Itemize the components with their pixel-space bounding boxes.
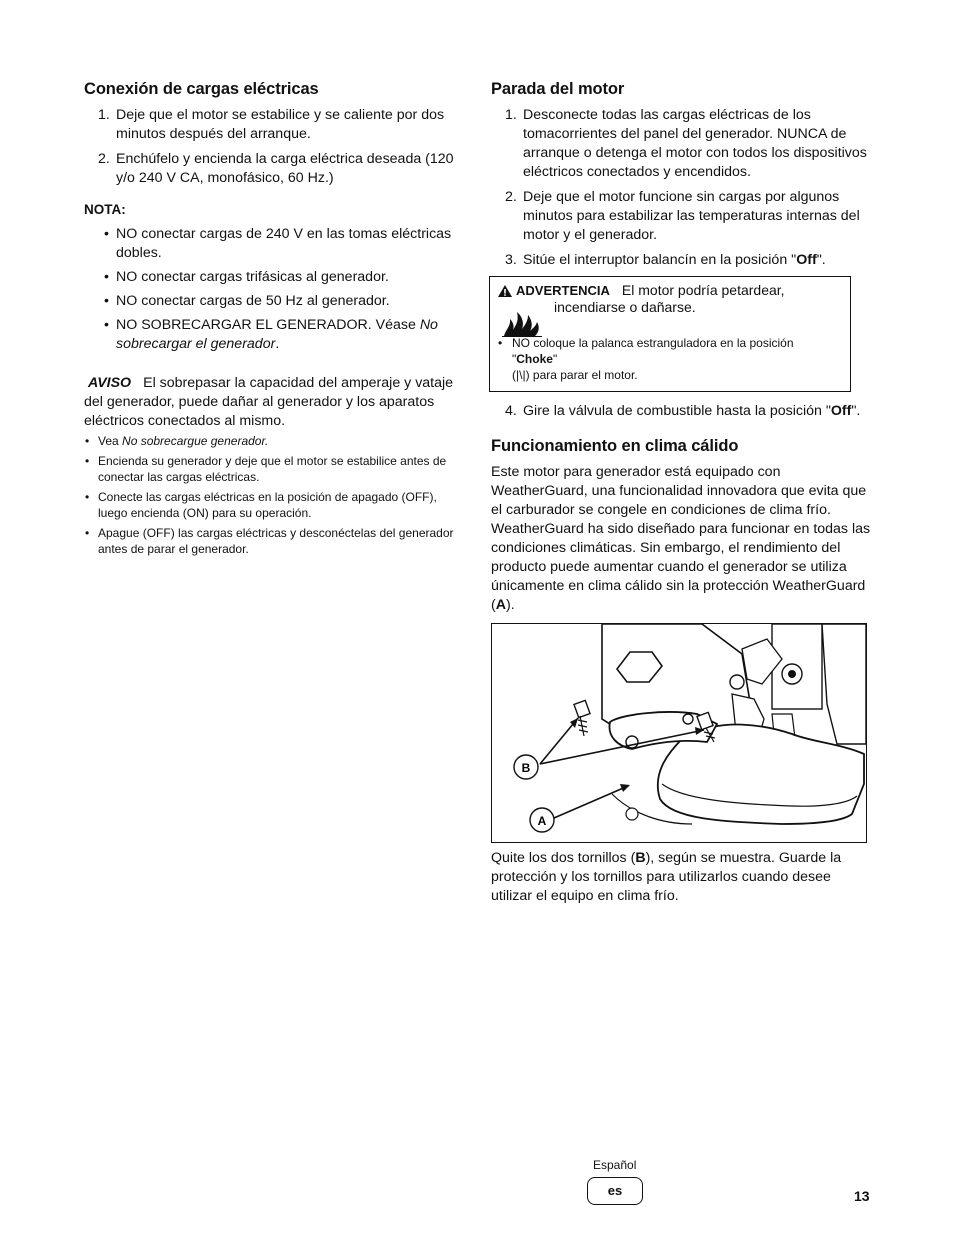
- shutdown-steps: [491, 106, 871, 270]
- heading-conexion: Conexión de cargas eléctricas: [84, 80, 319, 98]
- warning-label: ADVERTENCIA: [516, 283, 610, 298]
- warning-box: [489, 276, 851, 392]
- nota-item: • NO SOBRECARGAR EL GENERADOR. Véase No sobrecargar el generador.: [84, 316, 459, 354]
- aviso-item: • Encienda su generador y deje que el motor se estabilice antes de conectar las cargas eléctricas.: [84, 453, 459, 485]
- warning-triangle-icon: [498, 285, 512, 297]
- step-item: 3. Sitúe el interruptor balancín en la posición "Off".: [505, 252, 826, 268]
- aviso-item: • Vea No sobrecargue generador.: [84, 433, 459, 449]
- aviso-item: • Conecte las cargas eléctricas en la posición de apagado (OFF), luego encienda (ON) para su operación.: [84, 489, 459, 521]
- nota-item: • NO conectar cargas de 50 Hz al generador.: [84, 292, 459, 311]
- aviso-notice: [84, 374, 459, 431]
- callout-label-a: A: [537, 814, 547, 828]
- nota-list: [84, 225, 459, 354]
- heading-parada: Parada del motor: [491, 80, 625, 98]
- nota-item: • NO conectar cargas trifásicas al generador.: [84, 268, 459, 287]
- aviso-label: AVISO: [88, 375, 132, 391]
- step-item: 2. Deje que el motor funcione sin cargas por algunos minutos para estabilizar las temperaturas internas del motor y el generador.: [505, 189, 860, 243]
- step-item: 2. Enchúfelo y encienda la carga eléctrica deseada (120 y/o 240 V CA, monofásico, 60 Hz.): [98, 151, 454, 186]
- left-column: [84, 78, 459, 561]
- screw-b-1: [574, 700, 590, 736]
- footer-language: Español: [593, 1158, 637, 1172]
- engine-illustration: [492, 624, 866, 842]
- right-column: [491, 78, 871, 906]
- language-badge: es: [587, 1177, 643, 1205]
- heading-clima-calido: Funcionamiento en clima cálido: [491, 437, 739, 455]
- choke-symbol: (|\|): [512, 368, 530, 382]
- callout-label-b: B: [521, 761, 531, 775]
- aviso-list: [84, 433, 459, 557]
- step-item: 1. Deje que el motor se estabilice y se caliente por dos minutos después del arranque.: [98, 107, 445, 142]
- fire-icon: [502, 307, 544, 337]
- nota-item: • NO conectar cargas de 240 V en las tomas eléctricas dobles.: [84, 225, 459, 263]
- nota-label: NOTA:: [84, 202, 126, 217]
- weatherguard-paragraph: Este motor para generador está equipado con WeatherGuard, una funcionalidad innovadora que evita que el carburador se congele en condiciones de clima frío. WeatherGuard ha sido diseñado para funcionar en todas las condiciones climáticas. Sin embargo, el rendimiento del producto puede aumentar cuando el generador se utiliza únicamente en clima cálido sin la protección WeatherGuard (A).: [491, 464, 871, 613]
- shutdown-steps-cont: [491, 402, 871, 421]
- connection-steps: [84, 106, 459, 188]
- weatherguard-figure: [491, 623, 867, 843]
- figure-caption: Quite los dos tornillos (B), según se muestra. Guarde la protección y los tornillos para utilizarlos cuando desee utilizar el equipo en clima frío.: [491, 850, 842, 904]
- aviso-text: El sobrepasar la capacidad del amperaje y vataje del generador, puede dañar al generador y los aparatos eléctricos conectados al mismo.: [84, 375, 454, 429]
- step-item: 1. Desconecte todas las cargas eléctricas de los tomacorrientes del panel del generador. NUNCA de arranque o detenga el motor con todos los dispositivos eléctricos conectados y encendidos.: [505, 107, 867, 180]
- warning-bullet: • NO coloque la palanca estranguladora en la posición "Choke" (|\|) para parar el motor.: [498, 335, 842, 383]
- step-item: 4. Gire la válvula de combustible hasta la posición "Off".: [505, 403, 861, 419]
- warning-text: El motor podría petardear,: [621, 282, 785, 298]
- warning-text-continued: incendiarse o dañarse.: [554, 299, 696, 315]
- page-number: 13: [854, 1188, 870, 1204]
- aviso-item: • Apague (OFF) las cargas eléctricas y desconéctelas del generador antes de parar el generador.: [84, 525, 459, 557]
